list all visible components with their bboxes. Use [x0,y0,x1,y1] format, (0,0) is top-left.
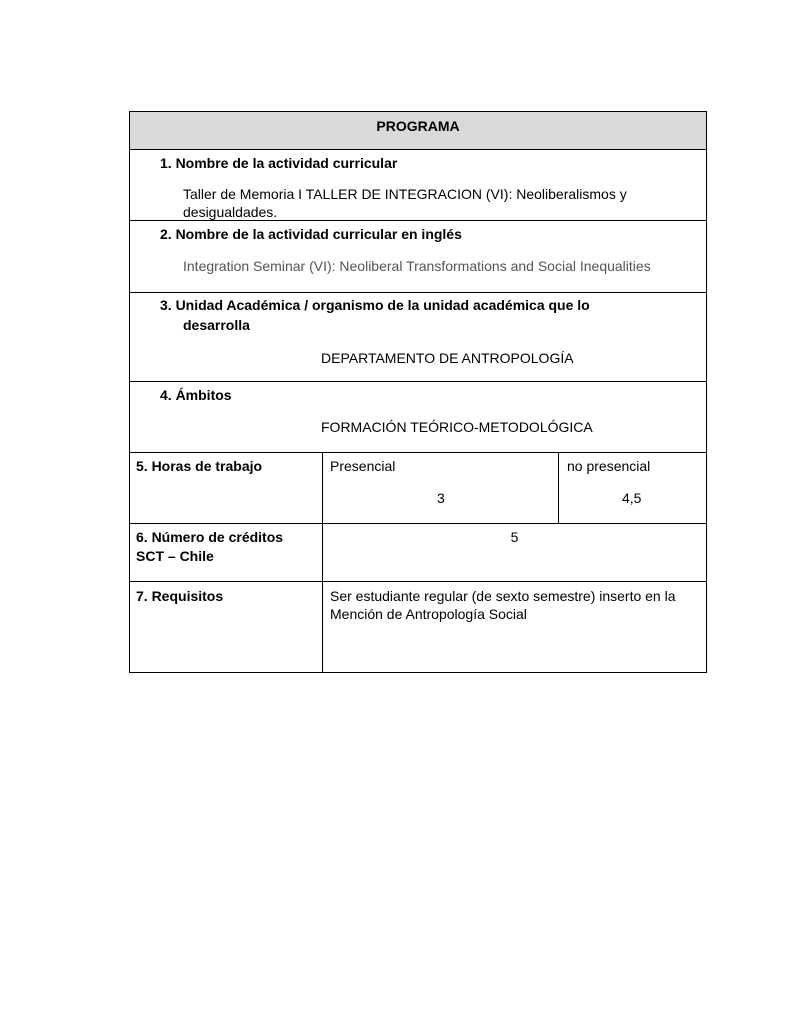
section-4-heading: 4. Ámbitos [160,387,232,403]
section-7-value-line1: Ser estudiante regular (de sexto semestre) inserto en la [330,588,676,604]
row-divider [129,452,707,453]
no-presencial-value: 4,5 [622,490,642,506]
section-7-value-line2: Mención de Antropología Social [330,606,527,622]
section-2-heading: 2. Nombre de la actividad curricular en inglés [160,226,462,242]
section-1-value-line1: Taller de Memoria I TALLER DE INTEGRACION (VI): Neoliberalismos y [183,186,627,202]
section-3-heading-line1: 3. Unidad Académica / organismo de la unidad académica que lo [160,297,590,313]
section-6-label-line1: 6. Número de créditos [136,529,284,545]
column-divider [558,452,559,524]
section-4-value: FORMACIÓN TEÓRICO-METODOLÓGICA [321,419,593,435]
section-1-heading: 1. Nombre de la actividad curricular [160,155,398,171]
section-3-heading-line2: desarrolla [183,317,250,333]
table-border-left [129,111,130,673]
table-border-top [129,111,707,112]
presencial-value: 3 [437,490,445,506]
row-divider [129,381,707,382]
program-table [129,111,707,673]
section-5-label: 5. Horas de trabajo [136,458,263,474]
section-1-value-line2: desigualdades. [183,204,278,220]
section-6-label-line2: SCT – Chile [136,548,214,564]
row-divider [129,581,707,582]
section-6-value: 5 [510,529,519,545]
section-2-value: Integration Seminar (VI): Neoliberal Transformations and Social Inequalities [183,258,651,274]
table-border-bottom [129,672,707,673]
presencial-label: Presencial [330,458,396,474]
row-divider [129,149,707,150]
section-7-label: 7. Requisitos [136,588,224,604]
column-divider [322,452,323,673]
section-3-value: DEPARTAMENTO DE ANTROPOLOGÍA [321,350,574,366]
row-divider [129,523,707,524]
page-title: PROGRAMA [376,118,460,134]
no-presencial-label: no presencial [567,458,651,474]
table-border-right [706,111,707,673]
row-divider [129,292,707,293]
